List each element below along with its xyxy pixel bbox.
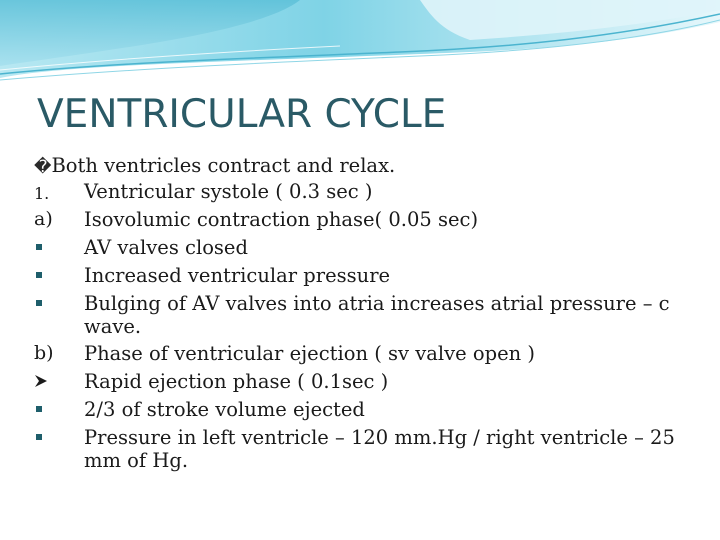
unknown-glyph-icon: � bbox=[34, 157, 52, 177]
intro-text: Both ventricles contract and relax. bbox=[51, 154, 396, 177]
item-text: Increased ventricular pressure bbox=[84, 264, 391, 287]
slide-body bbox=[34, 152, 684, 477]
item-text: Bulging of AV valves into atria increases atrial pressure – c wave. bbox=[84, 292, 670, 338]
header-wave-decoration bbox=[0, 0, 720, 90]
item-marker-letter: a) bbox=[34, 208, 53, 230]
slide-title: VENTRICULAR CYCLE bbox=[37, 92, 447, 137]
list-item bbox=[34, 292, 684, 338]
list-item bbox=[34, 264, 684, 287]
item-marker-number: 1. bbox=[34, 184, 50, 203]
list-item bbox=[34, 398, 684, 421]
item-text: Rapid ejection phase ( 0.1sec ) bbox=[84, 370, 389, 393]
list-item bbox=[34, 370, 684, 393]
item-text: Pressure in left ventricle – 120 mm.Hg / right ventricle – 25 mm of Hg. bbox=[84, 426, 675, 472]
list-item bbox=[34, 426, 684, 472]
item-text: 2/3 of stroke volume ejected bbox=[84, 398, 365, 421]
list-item bbox=[34, 208, 684, 231]
item-text: Isovolumic contraction phase( 0.05 sec) bbox=[84, 208, 479, 231]
item-text: Ventricular systole ( 0.3 sec ) bbox=[84, 180, 373, 203]
intro-line bbox=[34, 152, 684, 180]
list-item bbox=[34, 342, 684, 365]
list-item bbox=[34, 236, 684, 259]
item-marker-letter: b) bbox=[34, 342, 54, 364]
item-text: Phase of ventricular ejection ( sv valve open ) bbox=[84, 342, 535, 365]
list-item bbox=[34, 180, 684, 203]
item-text: AV valves closed bbox=[84, 236, 248, 259]
